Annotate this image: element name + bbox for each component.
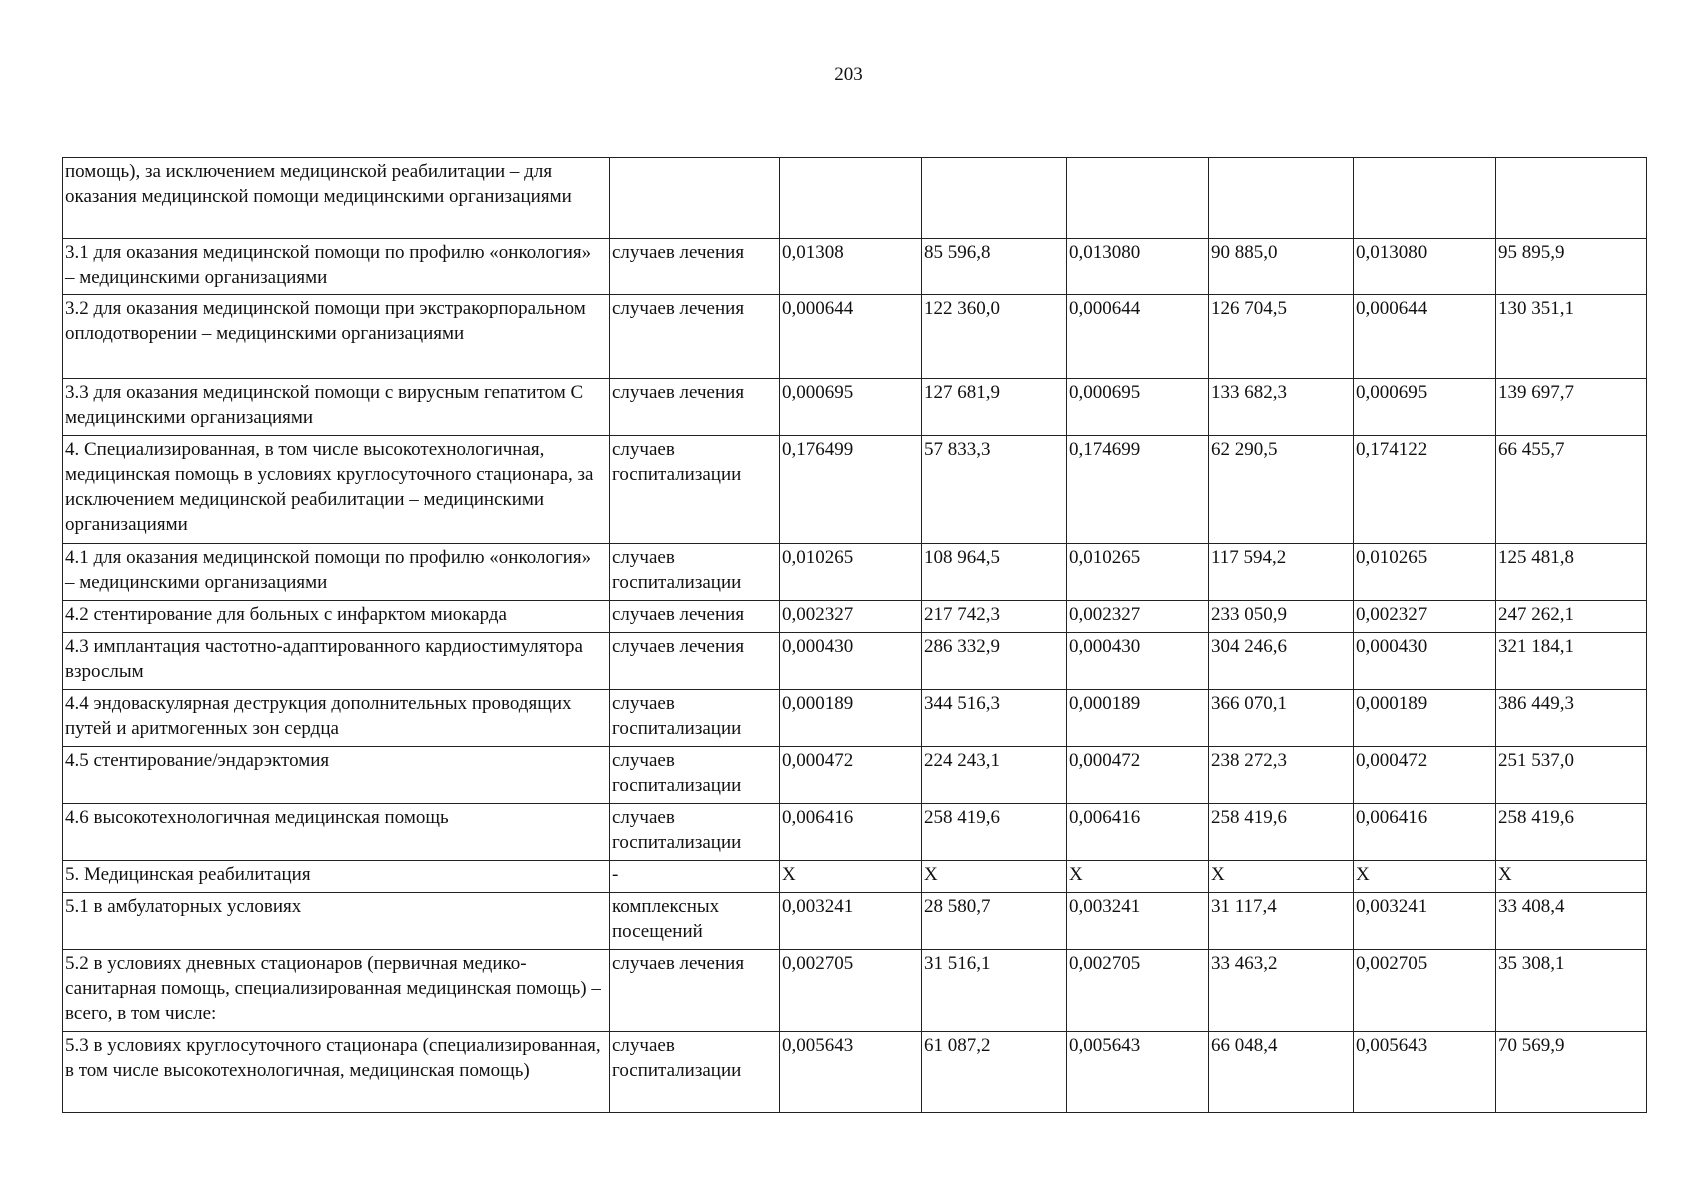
row-value: 0,000644 [1067, 295, 1209, 379]
row-value: 0,000430 [1354, 633, 1496, 690]
row-value: 66 048,4 [1209, 1032, 1354, 1113]
table-row [63, 747, 1647, 804]
row-description: 4.5 стентирование/эндарэктомия [63, 747, 610, 804]
row-value: 321 184,1 [1496, 633, 1647, 690]
row-value: 0,01308 [780, 239, 922, 295]
row-value: 0,000472 [1067, 747, 1209, 804]
row-value: 0,000472 [1354, 747, 1496, 804]
row-value: 0,002327 [1354, 601, 1496, 633]
row-value: 0,000430 [780, 633, 922, 690]
table-row [63, 379, 1647, 436]
row-value: 0,000644 [1354, 295, 1496, 379]
row-value: X [780, 861, 922, 893]
row-value: 28 580,7 [922, 893, 1067, 950]
row-unit: случаев лечения [610, 633, 780, 690]
row-value: 258 419,6 [922, 804, 1067, 861]
row-value: 0,003241 [1067, 893, 1209, 950]
row-value: 258 419,6 [1209, 804, 1354, 861]
row-unit: случаев лечения [610, 379, 780, 436]
row-value [1354, 158, 1496, 239]
row-value: 33 408,4 [1496, 893, 1647, 950]
row-value [1067, 158, 1209, 239]
row-value: 33 463,2 [1209, 950, 1354, 1032]
row-value: 286 332,9 [922, 633, 1067, 690]
row-value: 0,013080 [1354, 239, 1496, 295]
row-value: X [1354, 861, 1496, 893]
row-description: 3.2 для оказания медицинской помощи при экстракорпоральном оплодотворении – медицинскими организациями [63, 295, 610, 379]
row-value: 0,002705 [1067, 950, 1209, 1032]
row-description: 4.3 имплантация частотно-адаптированного кардиостимулятора взрослым [63, 633, 610, 690]
row-value: 0,006416 [1067, 804, 1209, 861]
row-description: 5. Медицинская реабилитация [63, 861, 610, 893]
row-value: 304 246,6 [1209, 633, 1354, 690]
row-value: 62 290,5 [1209, 436, 1354, 544]
row-value: 224 243,1 [922, 747, 1067, 804]
page-number: 203 [834, 64, 863, 85]
row-unit: случаев госпитализации [610, 436, 780, 544]
table-row [63, 893, 1647, 950]
row-value: 95 895,9 [1496, 239, 1647, 295]
row-value [922, 158, 1067, 239]
table-row [63, 239, 1647, 295]
row-value: X [1496, 861, 1647, 893]
row-value: 366 070,1 [1209, 690, 1354, 747]
row-value: 247 262,1 [1496, 601, 1647, 633]
row-description: 4.1 для оказания медицинской помощи по профилю «онкология» – медицинскими организациями [63, 544, 610, 601]
table-row [63, 544, 1647, 601]
row-value: 0,003241 [780, 893, 922, 950]
row-description: 3.1 для оказания медицинской помощи по профилю «онкология» – медицинскими организациями [63, 239, 610, 295]
row-value: 0,176499 [780, 436, 922, 544]
row-value [1496, 158, 1647, 239]
row-unit: комплексных посещений [610, 893, 780, 950]
row-value: 0,174699 [1067, 436, 1209, 544]
row-description: 4. Специализированная, в том числе высокотехнологичная, медицинская помощь в условиях круглосуточного стационара, за исключением медицинской реабилитации – медицинскими организациями [63, 436, 610, 544]
row-value: 108 964,5 [922, 544, 1067, 601]
row-unit: случаев госпитализации [610, 690, 780, 747]
row-value: 66 455,7 [1496, 436, 1647, 544]
row-description: 4.2 стентирование для больных с инфарктом миокарда [63, 601, 610, 633]
row-value: 0,010265 [1354, 544, 1496, 601]
row-description: 5.2 в условиях дневных стационаров (первичная медико-санитарная помощь, специализированная медицинская помощь) – всего, в том числе: [63, 950, 610, 1032]
row-unit [610, 158, 780, 239]
row-value: 85 596,8 [922, 239, 1067, 295]
row-value: 233 050,9 [1209, 601, 1354, 633]
row-value: 70 569,9 [1496, 1032, 1647, 1113]
row-unit: случаев госпитализации [610, 1032, 780, 1113]
row-value: 0,006416 [780, 804, 922, 861]
table-row [63, 1032, 1647, 1113]
row-value: 258 419,6 [1496, 804, 1647, 861]
row-value: X [922, 861, 1067, 893]
row-value: 61 087,2 [922, 1032, 1067, 1113]
row-unit: случаев лечения [610, 601, 780, 633]
table-row [63, 295, 1647, 379]
row-value: 127 681,9 [922, 379, 1067, 436]
row-value: 117 594,2 [1209, 544, 1354, 601]
row-value: 0,013080 [1067, 239, 1209, 295]
row-value: 0,005643 [1354, 1032, 1496, 1113]
row-value: 133 682,3 [1209, 379, 1354, 436]
table-row [63, 633, 1647, 690]
row-value: 0,002327 [1067, 601, 1209, 633]
row-value: 57 833,3 [922, 436, 1067, 544]
table-row [63, 804, 1647, 861]
row-value: X [1067, 861, 1209, 893]
row-unit: случаев лечения [610, 239, 780, 295]
row-value: 125 481,8 [1496, 544, 1647, 601]
row-value: 0,005643 [780, 1032, 922, 1113]
table-row [63, 158, 1647, 239]
row-description: 4.6 высокотехнологичная медицинская помощь [63, 804, 610, 861]
row-value: 0,000472 [780, 747, 922, 804]
table-row [63, 861, 1647, 893]
table-row [63, 601, 1647, 633]
row-value: 0,000189 [1354, 690, 1496, 747]
row-description: 5.1 в амбулаторных условиях [63, 893, 610, 950]
row-value: 251 537,0 [1496, 747, 1647, 804]
row-value: 238 272,3 [1209, 747, 1354, 804]
row-value: 31 516,1 [922, 950, 1067, 1032]
row-unit: - [610, 861, 780, 893]
row-value [780, 158, 922, 239]
row-value: 122 360,0 [922, 295, 1067, 379]
row-value: 0,000695 [1354, 379, 1496, 436]
row-unit: случаев лечения [610, 950, 780, 1032]
row-value: 0,174122 [1354, 436, 1496, 544]
row-value: 31 117,4 [1209, 893, 1354, 950]
row-value: 0,000189 [780, 690, 922, 747]
table-row [63, 690, 1647, 747]
row-value: 386 449,3 [1496, 690, 1647, 747]
row-value: 0,002705 [780, 950, 922, 1032]
row-value: 90 885,0 [1209, 239, 1354, 295]
row-value: 0,000695 [780, 379, 922, 436]
row-value: 344 516,3 [922, 690, 1067, 747]
table-row [63, 436, 1647, 544]
row-value: 0,010265 [1067, 544, 1209, 601]
row-unit: случаев лечения [610, 295, 780, 379]
row-description: 5.3 в условиях круглосуточного стационара (специализированная, в том числе высокотехнологичная, медицинская помощь) [63, 1032, 610, 1113]
table-row [63, 950, 1647, 1032]
row-value: 0,000695 [1067, 379, 1209, 436]
row-value: 0,002705 [1354, 950, 1496, 1032]
row-value: X [1209, 861, 1354, 893]
row-unit: случаев госпитализации [610, 804, 780, 861]
row-value: 126 704,5 [1209, 295, 1354, 379]
data-table [62, 157, 1647, 1113]
row-value: 0,005643 [1067, 1032, 1209, 1113]
row-value: 0,000644 [780, 295, 922, 379]
row-unit: случаев госпитализации [610, 747, 780, 804]
row-value: 0,002327 [780, 601, 922, 633]
row-description: 4.4 эндоваскулярная деструкция дополнительных проводящих путей и аритмогенных зон сердца [63, 690, 610, 747]
row-value: 0,006416 [1354, 804, 1496, 861]
row-value: 0,010265 [780, 544, 922, 601]
row-value [1209, 158, 1354, 239]
row-value: 0,000430 [1067, 633, 1209, 690]
row-description: 3.3 для оказания медицинской помощи с вирусным гепатитом С медицинскими организациями [63, 379, 610, 436]
row-value: 0,000189 [1067, 690, 1209, 747]
row-value: 139 697,7 [1496, 379, 1647, 436]
row-value: 130 351,1 [1496, 295, 1647, 379]
row-value: 35 308,1 [1496, 950, 1647, 1032]
row-value: 0,003241 [1354, 893, 1496, 950]
row-value: 217 742,3 [922, 601, 1067, 633]
row-description: помощь), за исключением медицинской реабилитации – для оказания медицинской помощи медицинскими организациями [63, 158, 610, 239]
row-unit: случаев госпитализации [610, 544, 780, 601]
